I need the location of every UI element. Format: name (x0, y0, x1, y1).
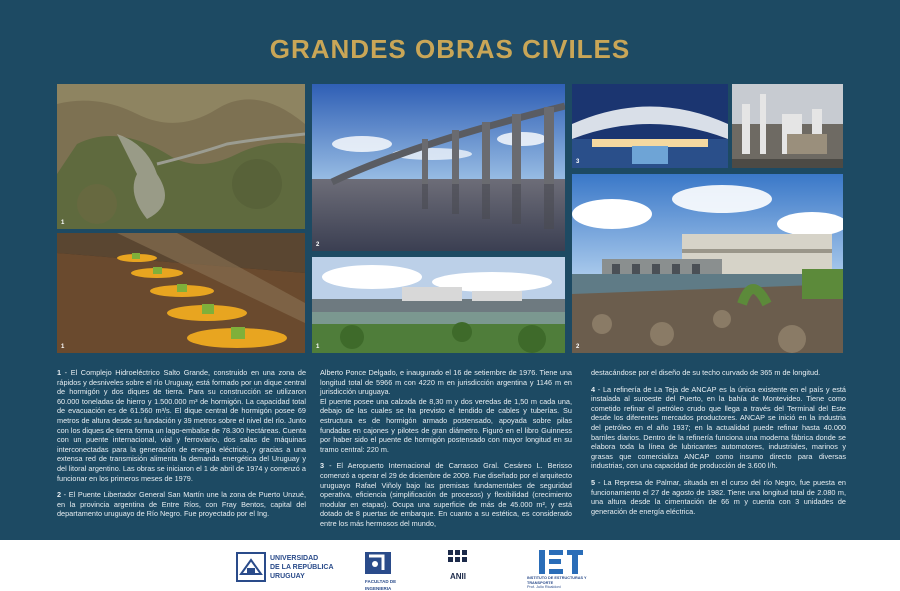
turbine-hall-photo (57, 233, 305, 353)
photo-number: 1 (316, 344, 320, 350)
paragraph: destacándose por el diseño de su techo curvado de 365 m de longitud. (591, 368, 821, 377)
refinery-photo (732, 84, 843, 168)
airport-photo (572, 84, 728, 168)
anii-emblem-icon (446, 548, 470, 568)
text-column-2 (320, 368, 572, 536)
text-column-3 (591, 368, 846, 523)
photo-number: 2 (316, 242, 320, 248)
photo-number: 1 (61, 220, 65, 226)
iet-logo: INSTITUTO DE ESTRUCTURAS Y TRANSPORTE Prof. Julio Ricaldoni (527, 548, 597, 586)
bridge-photo (312, 84, 565, 251)
anii-logo: ANII (443, 548, 473, 586)
photo-number: 2 (576, 344, 580, 350)
iet-emblem-icon (535, 548, 585, 576)
paragraph: 4 - La refinería de La Teja de ANCAP es la única existente en el país y está instalada al suroeste del Puerto, en la bahía de Montevideo. Tiene como cometido refinar el petróleo crudo que llega a través del Terminal del Este desde los diferentes mercados productores. ANCAP se inició en la industria del petróleo en el año 1937; en la actualidad puede refinar hasta 40.000 barriles diarios. Dentro de la refinería funciona una moderna fábrica donde se elabora toda la línea de lubricantes automotores, industriales, marinos y grasas que comercializa ANCAP como insumo directo para diversas industrias, con una capacidad de producción de 3.600 l/h. (591, 384, 846, 471)
paragraph: El puente posee una calzada de 8,30 m y dos veredas de 1,50 m cada una, debajo de las cuales se ha previsto el tendido de cables y tuberías. Su estructura es de hormigón armado postensado, apoyada sobre pilas fundadas en cajones y pilotes de gran diámetro. Figuró en el libro Guinness por haber sido el puente de hormigón postensado con mayor longitud en su tramo central: 220 m. (320, 396, 572, 454)
fing-logo: FACULTAD DE INGENIERIA (353, 548, 393, 586)
satellite-photo (57, 84, 305, 229)
footer (0, 540, 900, 591)
paragraph: 5 - La Represa de Palmar, situada en el curso del río Negro, fue puesta en funcionamiento el 27 de agosto de 1982. Tiene una longitud total de 2.080 m, una altura desde la cimentación de 66 m y cuenta con 3 unidades de generación de energía eléctrica. (591, 477, 846, 516)
paragraph: Alberto Ponce Delgado, e inaugurado el 16 de setiembre de 1976. Tiene una longitud total de 5966 m con 4220 m en jurisdicción argentina y 1146 m en jurisdicción uruguaya. (320, 368, 572, 397)
udelar-logo: UNIVERSIDAD DE LA REPÚBLICA URUGUAY (236, 548, 334, 586)
paragraph: 3 - El Aeropuerto Internacional de Carrasco Gral. Cesáreo L. Berisso comenzó a operar el 29 de diciembre de 2009. Fue diseñado por el arquitecto uruguayo Rafael Viñoly bajo las premisas fundamentales de seguridad operativa, eficiencia (simplificación de procesos) y flexibilidad (crecimiento modular en etapas). Ocupa una superficie de más de 45.000 m², y está dotado de 8 puertas de embarque. En cuanto a su estética, es considerado entre los más hermosos del mundo, (320, 461, 572, 528)
palmar-dam-photo (572, 174, 843, 353)
dam-panorama-photo (312, 257, 565, 353)
photo-number: 3 (576, 159, 580, 165)
udelar-emblem-icon (236, 552, 266, 582)
text-column-1 (57, 368, 306, 526)
paragraph: 1 - El Complejo Hidroeléctrico Salto Grande, construido en una zona de rápidos y desniveles sobre el río Uruguay, está formado por un dique central de hormigón y dos diques de tierra. Para su construcción se utilizaron 60.000 toneladas de hierro y 1.500.000 m³ de hormigón. La capacidad total de evacuación es de 61.560 m³/s. El dique central de hormigón posee 69 metros de altura desde su fundación y 39 metros sobre el nivel del río. Junto con los diques de tierra forma un lago-embalse de 78.300 hectáreas. Cuenta con un puente internacional, vial y ferroviario, dos salas de máquinas interconectadas para la generación de energía eléctrica, y gracias a una extensa red de transmisión alimenta la demanda energética del Uruguay y del litoral argentino. Las obras se iniciaron el 1 de abril de 1974 y comenzó a funcionar en los primeros meses de 1979. (57, 368, 306, 483)
page-title: GRANDES OBRAS CIVILES (269, 34, 631, 64)
paragraph: 2 - El Puente Libertador General San Martín une la zona de Puerto Unzué, en la provincia argentina de Entre Ríos, con Fray Bentos, capital del departamento uruguayo de Río Negro. Fue proyectado por el Ing. (57, 490, 306, 519)
photo-number: 1 (61, 344, 65, 350)
